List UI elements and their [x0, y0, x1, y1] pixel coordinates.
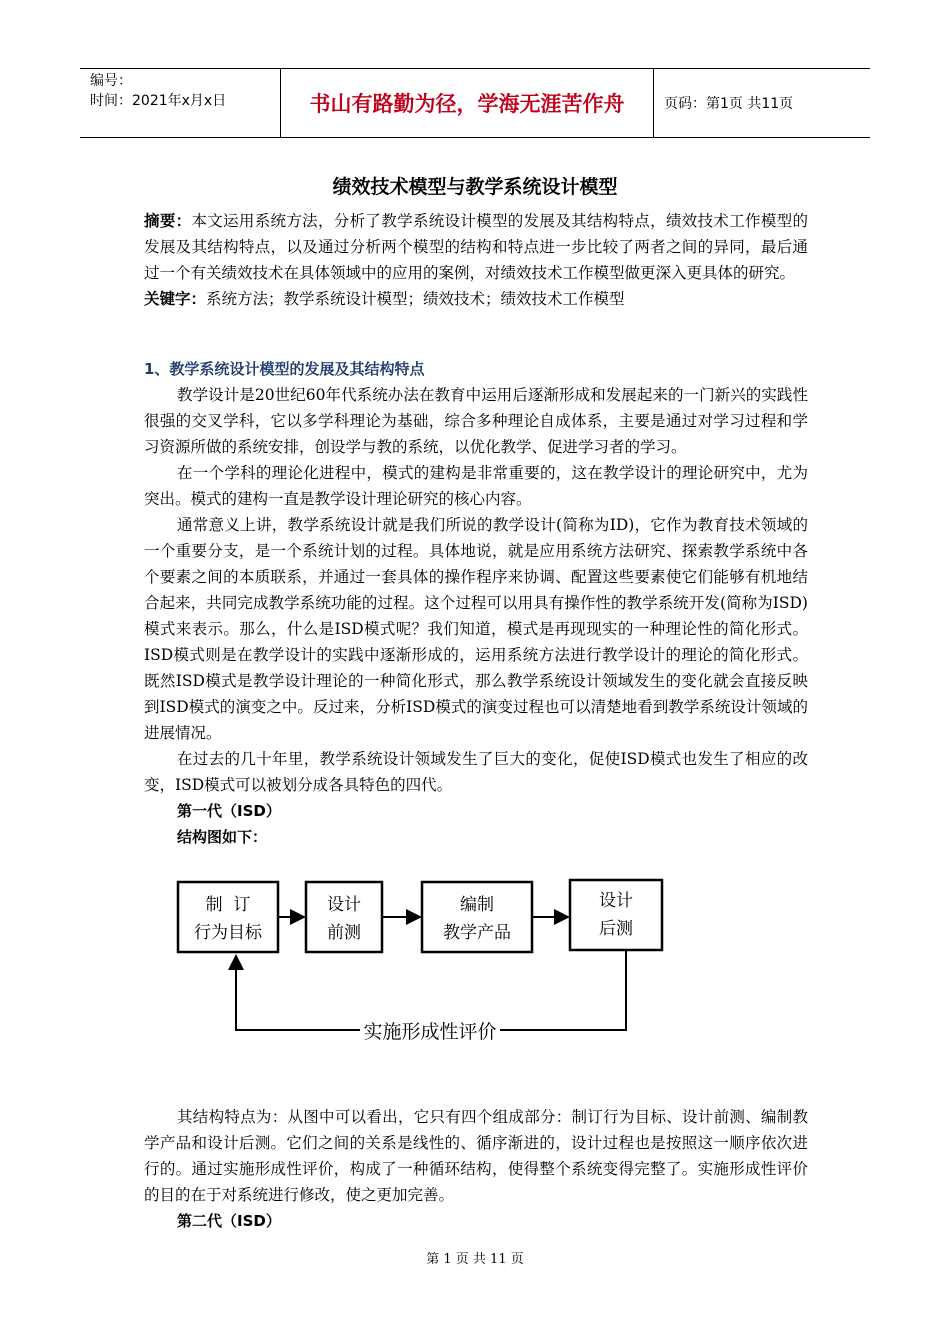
header-motto: 书山有路勤为径，学海无涯苦作舟 [281, 69, 654, 137]
abstract-label: 摘要： [144, 211, 192, 230]
section-1-continued [144, 1104, 808, 1234]
diagram-box-product-line2: 教学产品 [443, 923, 511, 943]
header-date: 时间：2021年x月x日 [90, 93, 227, 109]
diagram-box-objectives-line1: 制 订 [205, 895, 251, 915]
diagram-box-objectives-line2: 行为目标 [194, 923, 262, 943]
gen1-label: 第一代（ISD） [177, 802, 281, 820]
diagram-box-product-line1: 编制 [460, 895, 494, 915]
diagram-feedback-line-left [236, 956, 360, 1030]
diagram-box-pretest-line1: 设计 [327, 895, 361, 915]
section-1 [144, 356, 808, 850]
diagram-feedback-line [500, 950, 626, 1030]
paragraph: 在过去的几十年里，教学系统设计领域发生了巨大的变化，促使ISD模式也发生了相应的改变，ISD模式可以被划分成各具特色的四代。 [144, 750, 808, 794]
keywords [144, 286, 808, 312]
abstract-block [144, 208, 808, 312]
header-number: 编号： [90, 73, 132, 89]
diagram-box-posttest-line1: 设计 [599, 891, 633, 911]
header-page-info [664, 69, 870, 137]
paragraph: 通常意义上讲，教学系统设计就是我们所说的教学设计(简称为ID)，它作为教育技术领域的一个重要分支，是一个系统计划的过程。具体地说，就是应用系统方法研究、探索教学系统中各个要素之间的本质联系，并通过一套具体的操作程序来协调、配置这些要素使它们能够有机地结合起来，共同完成教学系统功能的过程。这个过程可以用具有操作性的教学系统开发(简称为ISD)模式来表示。那么，什么是ISD模式呢？我们知道，模式是再现现实的一种理论性的简化形式。ISD模式则是在教学设计的实践中逐渐形成的，运用系统方法进行教学设计的理论的简化形式。既然ISD模式是教学设计理论的一种简化形式，那么教学系统设计领域发生的变化就会直接反映到ISD模式的演变之中。反过来，分析ISD模式的演变过程也可以清楚地看到教学系统设计领域的进展情况。 [144, 516, 808, 742]
page-footer: 第 1 页 共 11 页 [426, 1252, 524, 1267]
header-meta [80, 69, 281, 137]
diagram-caption: 结构图如下： [177, 828, 268, 846]
abstract-text: 本文运用系统方法，分析了教学系统设计模型的发展及其结构特点，绩效技术工作模型的发展及其结构特点，以及通过分析两个模型的结构和特点进一步比较了两者之间的异同，最后通过一个有关绩效技术在具体领域中的应用的案例，对绩效技术工作模型做更深入更具体的研究。 [144, 212, 808, 282]
abstract [144, 208, 808, 286]
diagram-box-posttest-line2: 后测 [599, 919, 633, 939]
section-1-heading: 1、教学系统设计模型的发展及其结构特点 [144, 360, 425, 378]
keywords-text: 系统方法；教学系统设计模型；绩效技术；绩效技术工作模型 [206, 290, 625, 308]
page-header [80, 68, 870, 138]
document-title: 绩效技术模型与教学系统设计模型 [332, 176, 618, 198]
keywords-label: 关键字： [144, 289, 207, 308]
diagram-box-pretest-line2: 前测 [327, 923, 361, 943]
gen2-label: 第二代（ISD） [177, 1212, 281, 1230]
header-page-info-text: 页码：第1页 共11页 [664, 96, 794, 112]
isd-gen1-diagram [170, 872, 680, 1072]
diagram-feedback-label: 实施形成性评价 [363, 1021, 497, 1043]
paragraph: 教学设计是20世纪60年代系统办法在教育中运用后逐渐形成和发展起来的一门新兴的实践性很强的交叉学科，它以多学科理论为基础，综合多种理论自成体系，主要是通过对学习过程和学习资源所做的系统安排，创设学与教的系统，以优化教学、促进学习者的学习。 [144, 386, 808, 456]
paragraph: 其结构特点为：从图中可以看出，它只有四个组成部分：制订行为目标、设计前测、编制教学产品和设计后测。它们之间的关系是线性的、循序渐进的，设计过程也是按照这一顺序依次进行的。通过实施形成性评价，构成了一种循环结构，使得整个系统变得完整了。实施形成性评价的目的在于对系统进行修改，使之更加完善。 [144, 1108, 808, 1204]
paragraph: 在一个学科的理论化进程中，模式的建构是非常重要的，这在教学设计的理论研究中，尤为突出。模式的建构一直是教学设计理论研究的核心内容。 [144, 464, 808, 508]
